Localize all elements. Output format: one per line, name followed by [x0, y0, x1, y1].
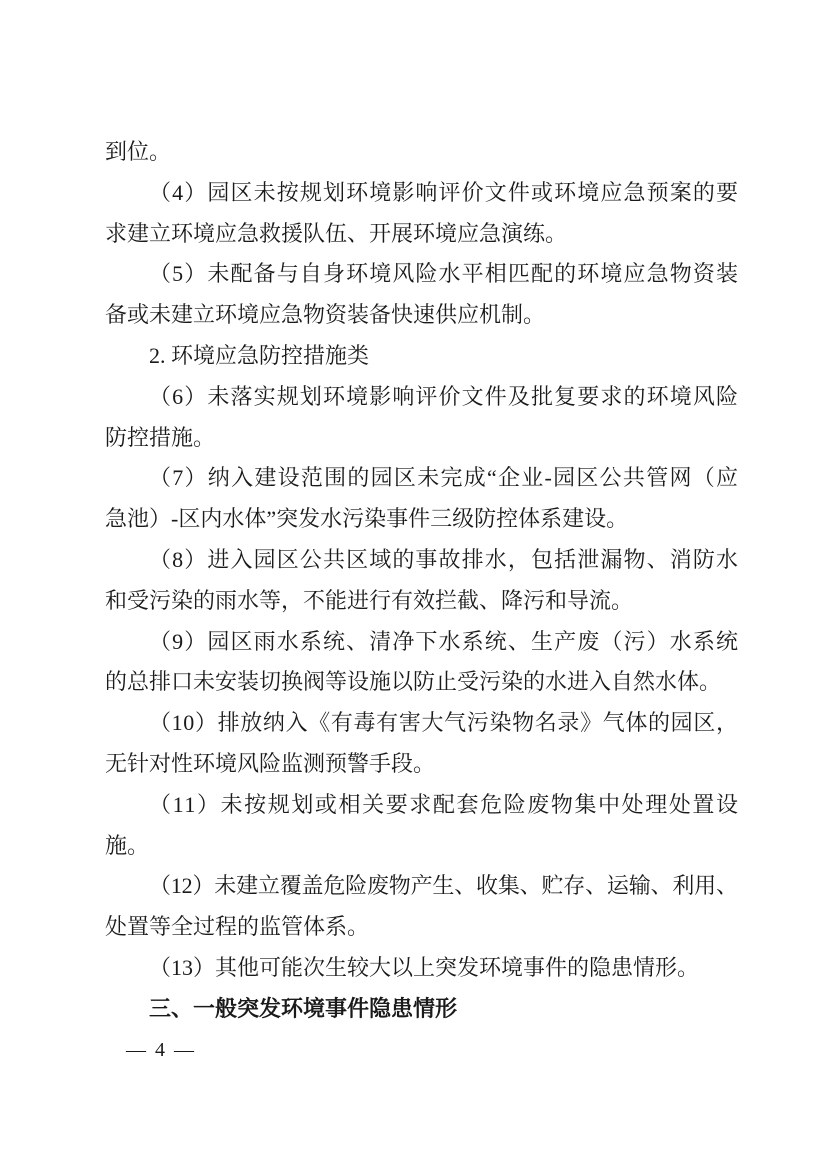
text-line-content: （6）未落实规划环境影响评价文件及批复要求的环境风险: [149, 383, 740, 409]
text-line-content: 施。: [105, 832, 150, 858]
text-line-content: 备或未建立环境应急物资装备快速供应机制。: [105, 302, 546, 328]
text-line-content: （5）未配备与自身环境风险水平相匹配的环境应急物资装: [149, 261, 740, 287]
text-line-content: （11）未按规划或相关要求配套危险废物集中处理处置设: [149, 791, 740, 817]
text-line-content: （9）园区雨水系统、清净下水系统、生产废（污）水系统: [149, 628, 740, 654]
text-line-content: （10）排放纳入《有毒有害大气污染物名录》气体的园区，: [149, 710, 739, 736]
text-line: [105, 826, 738, 867]
text-line: [105, 214, 738, 255]
text-line: [105, 948, 738, 989]
text-line-content: 防控措施。: [105, 424, 216, 450]
text-line-content: 到位。: [105, 139, 172, 164]
text-line: [105, 132, 738, 173]
text-line-content: 的总排口未安装切换阀等设施以防止受污染的水进入自然水体。: [105, 669, 722, 695]
text-line-content: （7）纳入建设范围的园区未完成“企业-园区公共管网（应: [149, 465, 740, 491]
text-line: [105, 581, 738, 622]
text-line: [105, 295, 738, 336]
text-line-content: （13）其他可能次生较大以上突发环境事件的隐患情形。: [149, 954, 700, 980]
text-line: [105, 499, 738, 540]
page-number: — 4 —: [126, 1039, 194, 1061]
text-line-content: （8）进入园区公共区域的事故排水，包括泄漏物、消防水: [149, 546, 740, 572]
text-line: [105, 785, 738, 826]
text-line-content: （12）未建立覆盖危险废物产生、收集、贮存、运输、利用、: [149, 873, 738, 899]
subsection-heading: [105, 336, 738, 377]
document-body: [105, 132, 738, 1030]
text-line-content: 2. 环境应急防控措施类: [149, 342, 370, 368]
section-heading: [105, 989, 738, 1030]
text-line-content: 急池）-区内水体”突发水污染事件三级防控体系建设。: [105, 506, 629, 532]
text-line: [105, 866, 738, 907]
text-line: [105, 744, 738, 785]
text-line: [105, 703, 738, 744]
text-line-content: 处置等全过程的监管体系。: [105, 914, 370, 940]
text-line: [105, 540, 738, 581]
text-line: [105, 622, 738, 663]
text-line-content: 无针对性环境风险监测预警手段。: [105, 750, 436, 776]
text-line-content: （4）园区未按规划环境影响评价文件或环境应急预案的要: [149, 179, 740, 205]
text-line: [105, 173, 738, 214]
text-line-content: 求建立环境应急救援队伍、开展环境应急演练。: [105, 220, 568, 246]
text-line-content: 和受污染的雨水等，不能进行有效拦截、降污和导流。: [105, 587, 634, 613]
text-line: [105, 662, 738, 703]
text-line: [105, 458, 738, 499]
text-line-content: 三、一般突发环境事件隐患情形: [149, 995, 458, 1021]
text-line: [105, 907, 738, 948]
text-line: [105, 418, 738, 459]
text-line: [105, 254, 738, 295]
text-line: [105, 377, 738, 418]
